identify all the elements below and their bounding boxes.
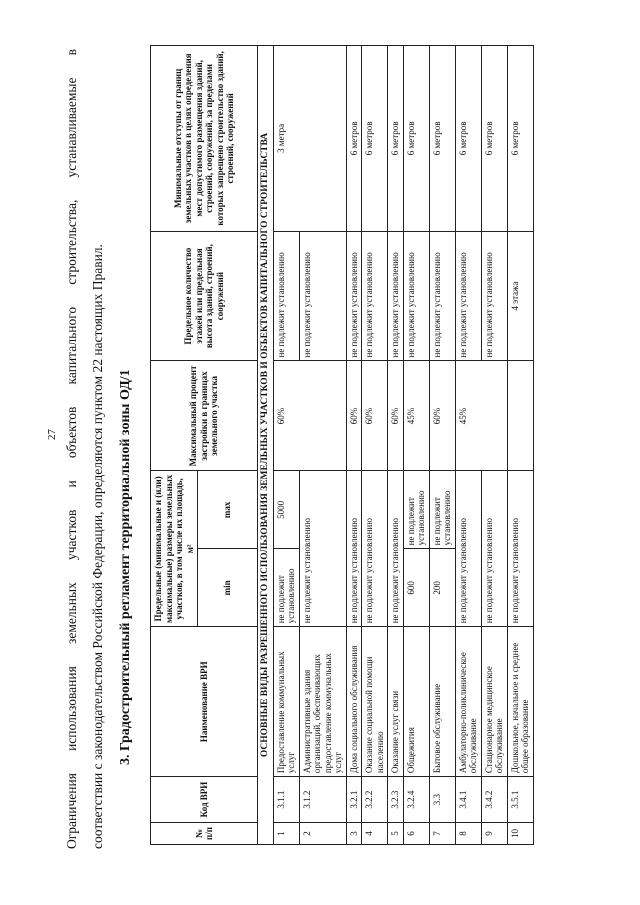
- header-num: № п/п: [151, 823, 258, 845]
- row-max: не подлежит установлению: [403, 471, 429, 549]
- row-code: 3.2.3: [388, 777, 404, 823]
- header-min: min: [198, 549, 258, 627]
- row-setback: 6 метров: [388, 46, 404, 232]
- row-floors: не подлежит установлению: [362, 231, 388, 361]
- row-name: Дошкольное, начальное и среднее общее образование: [507, 627, 533, 777]
- header-code: Код ВРИ: [151, 777, 258, 823]
- page-number: 27: [46, 429, 58, 440]
- row-floors: не подлежит установлению: [429, 231, 455, 361]
- row-minmax: не подлежит установлению: [507, 471, 533, 627]
- header-max: max: [198, 471, 258, 549]
- row-name: Предоставление коммунальных услуг: [273, 627, 299, 777]
- intro-paragraph-line-1: Ограничения использования земельных участков и объектов капитального строительства, устанавливаемые в: [64, 49, 79, 849]
- row-code: 3.5.1: [507, 777, 533, 823]
- table-row: [388, 46, 404, 845]
- row-percent: 60%: [346, 361, 362, 471]
- header-size: [151, 471, 198, 627]
- table-row: [346, 46, 362, 845]
- table-row: [362, 46, 388, 845]
- row-code: 3.2.2: [362, 777, 388, 823]
- row-percent: [273, 361, 346, 471]
- row-setback: 6 метров: [507, 46, 533, 232]
- row-num: 8: [455, 823, 481, 845]
- header-floors: Предельное количество этажей или предельная высота зданий, строений, сооружений: [151, 231, 258, 361]
- row-floors: не подлежит установлению: [388, 231, 404, 361]
- row-name: Стационарное медицинское обслуживание: [481, 627, 507, 777]
- row-floors: не подлежит установлению: [481, 231, 507, 361]
- row-name: Бытовое обслуживание: [429, 627, 455, 777]
- row-minmax: не подлежит установлению: [346, 471, 362, 627]
- intro-paragraph-line-2: соответствии с законодательством Российской Федерации, определяются пунктом 22 настоящих Правил.: [90, 244, 105, 849]
- row-setback: 6 метров: [346, 46, 362, 232]
- table-row: [429, 46, 455, 845]
- row-setback: 6 метров: [429, 46, 455, 232]
- row-floors: не подлежит установлению: [299, 231, 346, 361]
- row-code: 3.1.1: [273, 777, 299, 823]
- row-setback: 6 метров: [403, 46, 429, 232]
- row-percent: [455, 361, 507, 471]
- regulation-table: [150, 45, 534, 845]
- row-name: Общежития: [403, 627, 429, 777]
- row-percent-text: 45%: [457, 407, 468, 425]
- row-name: Амбулаторно-поликлиническое обслуживание: [455, 627, 481, 777]
- table-row: [403, 46, 429, 845]
- header-size-text: Предельные (минимальные и (или) максимальные) размеры земельных участков, в том числе их площадь, м²: [153, 474, 195, 623]
- row-code: 3.3: [429, 777, 455, 823]
- row-min: не подлежит установлению: [273, 549, 299, 627]
- row-num: 5: [388, 823, 404, 845]
- row-floors: не подлежит установлению: [273, 231, 299, 361]
- row-num: 4: [362, 823, 388, 845]
- row-minmax: не подлежит установлению: [388, 471, 404, 627]
- row-name: Административные здания организаций, обеспечивающих предоставление коммунальных услуг: [299, 627, 346, 777]
- row-setback: 6 метров: [362, 46, 388, 232]
- row-setback: 3 метра: [273, 46, 346, 232]
- row-num: 3: [346, 823, 362, 845]
- header-name: Наименование ВРИ: [151, 627, 258, 777]
- row-name: Дома социального обслуживания: [346, 627, 362, 777]
- row-min: 200: [429, 549, 455, 627]
- row-name: Оказание социальной помощи населению: [362, 627, 388, 777]
- row-setback: 6 метров: [481, 46, 507, 232]
- row-code: 3.2.1: [346, 777, 362, 823]
- row-num: 1: [273, 823, 299, 845]
- row-percent: 45%: [403, 361, 429, 471]
- row-num: 6: [403, 823, 429, 845]
- row-percent-text: 60%: [275, 407, 286, 425]
- section-heading: 3. Градостроительный регламент территориальной зоны ОД/1: [118, 369, 133, 765]
- row-percent: 60%: [429, 361, 455, 471]
- row-minmax: не подлежит установлению: [362, 471, 388, 627]
- row-num: 2: [299, 823, 346, 845]
- row-code: 3.2.4: [403, 777, 429, 823]
- row-min: 600: [403, 549, 429, 627]
- row-num: 7: [429, 823, 455, 845]
- header-percent: Максимальный процент застройки в границах земельного участка: [151, 361, 258, 471]
- row-percent: 60%: [388, 361, 404, 471]
- row-code: 3.1.2: [299, 777, 346, 823]
- table-row: [455, 46, 481, 845]
- row-code: 3.4.2: [481, 777, 507, 823]
- section-title: ОСНОВНЫЕ ВИДЫ РАЗРЕШЕННОГО ИСПОЛЬЗОВАНИЯ ЗЕМЕЛЬНЫХ УЧАСТКОВ И ОБЪЕКТОВ КАПИТАЛЬНОГО СТРОИТЕЛЬСТВА: [258, 46, 274, 845]
- row-num: 10: [507, 823, 533, 845]
- row-floors: не подлежит установлению: [403, 231, 429, 361]
- table-row: [273, 46, 299, 845]
- row-code: 3.4.1: [455, 777, 481, 823]
- row-max: 5000: [273, 471, 299, 549]
- row-setback: 6 метров: [455, 46, 481, 232]
- header-setback: Минимальные отступы от границ земельных участков в целях определения мест допустимого размещения зданий, строений, сооружений, за пределами которых запрещено строительство зданий, строений, сооружений: [151, 46, 258, 232]
- row-floors: не подлежит установлению: [455, 231, 481, 361]
- row-minmax: не подлежит установлению: [481, 471, 507, 627]
- row-num: 9: [481, 823, 507, 845]
- row-floors: не подлежит установлению: [346, 231, 362, 361]
- row-floors: 4 этажа: [507, 231, 533, 361]
- table-row: [507, 46, 533, 845]
- row-max: не подлежит установлению: [429, 471, 455, 549]
- row-percent: 60%: [362, 361, 388, 471]
- row-minmax: не подлежит установлению: [299, 471, 346, 627]
- row-minmax: не подлежит установлению: [455, 471, 481, 627]
- row-percent: [507, 361, 533, 471]
- row-name: Оказание услуг связи: [388, 627, 404, 777]
